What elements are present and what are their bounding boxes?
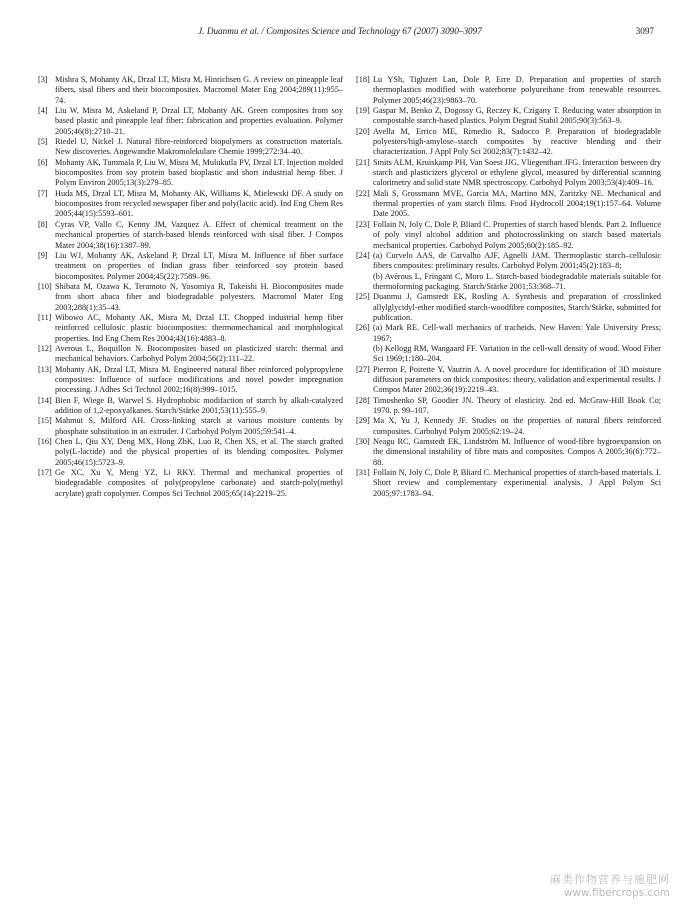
reference-item xyxy=(38,313,343,344)
reference-part: (b) Kellogg RM, Wangaard FF. Variation in the cell-wall density of wood. Wood Fiber Sci 1969;1:180–204. xyxy=(373,343,661,364)
reference-number: [16] xyxy=(38,437,52,447)
reference-text xyxy=(55,106,343,137)
reference-part: Avella M, Errico ME, Rimedio R, Sadocco P. Preparation of biodegradable polyesters/high-amylose–starch composites by reactive blending and their characterization. J Appl Poly Sci 2002;83(7):1432–42. xyxy=(373,126,661,157)
reference-part: Riedel U, Nickel J. Natural fibre-reinforced biopolymers as construction materials. New discoveries. Angewandte Makromolekulare Chemie 1999;272:34–40. xyxy=(55,137,343,157)
reference-number: [8] xyxy=(38,219,48,229)
page-header xyxy=(26,26,654,40)
reference-item xyxy=(38,189,343,220)
reference-part: Pierron F, Poirette Y, Vautrin A. A novel procedure for identification of 3D moisture diffusion parameters on thick composites: theory, validation and experimental results. J Compos Mater 2002;36(19):2219–43. xyxy=(373,364,661,395)
reference-item xyxy=(38,468,343,499)
reference-text xyxy=(373,75,661,106)
reference-item xyxy=(38,106,343,137)
reference-text xyxy=(373,251,661,292)
watermark-url: www.fibercrops.com xyxy=(563,887,670,899)
reference-part: Huda MS, Drzal LT, Misra M, Mohanty AK, Williams K, Mielewski DF. A study on biocomposites from recycled newspaper fiber and poly(lactic acid). Ind Eng Chem Res 2005;44(15):5593–601. xyxy=(55,188,343,219)
reference-item xyxy=(38,365,343,396)
reference-number: [21] xyxy=(356,157,370,167)
reference-part: Bien F, Wiege B, Warwel S. Hydrophobic modifaction of starch by alkali-catalyzed addition of 1,2-epoxyalkanes. Starch/Stärke 2001;53(11):555–9. xyxy=(55,395,343,415)
reference-part: Ma X, Yu J, Kennedy JF. Studies on the properties of natural fibers reinforced composites. Carbohyd Polym 2005;62:19–24. xyxy=(373,416,661,436)
reference-item xyxy=(38,437,343,468)
watermark xyxy=(550,871,670,899)
reference-number: [29] xyxy=(356,416,370,426)
reference-part: (a) Curvelo AAS, de Carvalho AJF, Agnelli JAM. Thermoplastic starch–cellulosic fibers composites: preliminary results. Carbohyd Polym 2001;45(2):183–8; xyxy=(373,250,661,271)
reference-text xyxy=(55,137,343,158)
references-left-column xyxy=(38,75,343,499)
reference-number: [28] xyxy=(356,395,370,405)
reference-number: [3] xyxy=(38,75,48,84)
reference-part: Shibata M, Ozawa K, Teramoto N, Yosomiya R, Takeishi H. Biocomposites made from short abaca fiber and biodegradable polyesters. Macromol Mater Eng 2003;288(1):35–43. xyxy=(55,281,343,312)
reference-item xyxy=(356,127,661,158)
reference-number: [30] xyxy=(356,437,370,447)
reference-item xyxy=(38,220,343,251)
reference-item xyxy=(38,75,343,106)
reference-number: [24] xyxy=(356,250,370,260)
reference-text xyxy=(373,416,661,437)
reference-part: Mishra S, Mohanty AK, Drzal LT, Misra M, Hinrichsen G. A review on pineapple leaf fibers, sisal fibers and their biocomposites. Macromol Mater Eng 2004;289(11):955–74. xyxy=(55,75,343,105)
reference-part: Mahmut S, Milford AH. Cross-linking starch at various moisture contents by phosphate substitution in an extruder. J Carbohyd Polym 2005;59:541–4. xyxy=(55,416,343,436)
reference-item xyxy=(38,416,343,437)
reference-text xyxy=(373,127,661,158)
reference-part: (a) Mark RE. Cell-wall mechanics of tracheids. New Haven: Yale University Press; 1967; xyxy=(373,323,661,343)
reference-item xyxy=(356,158,661,189)
reference-text xyxy=(55,396,343,417)
reference-text xyxy=(373,220,661,251)
reference-item xyxy=(38,344,343,365)
reference-text xyxy=(55,75,343,106)
reference-number: [4] xyxy=(38,106,48,116)
reference-number: [17] xyxy=(38,468,52,478)
reference-number: [11] xyxy=(38,312,52,322)
reference-text xyxy=(373,323,661,364)
reference-text xyxy=(55,416,343,437)
reference-text xyxy=(373,468,661,499)
reference-text xyxy=(373,396,661,417)
reference-part: Follain N, Joly C, Dole P, Bliard C. Mechanical properties of starch-based materials. I. Short review and complementary experimental analysis. J Appl Polym Sci 2005;97:1783–94. xyxy=(373,468,661,498)
reference-number: [23] xyxy=(356,219,370,229)
reference-item xyxy=(356,437,661,468)
reference-number: [9] xyxy=(38,250,48,260)
reference-part: Mohanty AK, Drzal LT, Misra M. Engineered natural fiber reinforced polypropylene composites: Influence of surface modifications and novel powder impregnation processing. J Adhes Sci Technol 2002;16(8):999–1015. xyxy=(55,364,343,395)
reference-part: Timoshenko SP, Goodier JN. Theory of elasticity. 2nd ed. McGraw-Hill Book Co; 1970. p. 99–107. xyxy=(373,395,661,415)
reference-item xyxy=(356,292,661,323)
reference-number: [27] xyxy=(356,364,370,374)
reference-part: Ge XC, Xu Y, Meng YZ, Li RKY. Thermal and mechanical properties of biodegradable composites of poly(propylene carbonate) and starch-poly(methyl acrylate) graft copolymer. Compos Sci Technol 2005;65(14):2219–25. xyxy=(55,468,343,498)
reference-part: Liu WJ, Mohanty AK, Askeland P, Drzal LT, Misra M. Influence of fiber surface treatment on properties of Indian grass fiber reinforced soy protein based biocomposites. Polymer 2004;45(22):7589–96. xyxy=(55,250,343,281)
reference-number: [26] xyxy=(356,323,370,333)
reference-text xyxy=(55,189,343,220)
reference-text xyxy=(373,106,661,127)
reference-item xyxy=(356,365,661,396)
reference-text xyxy=(373,189,661,220)
reference-number: [14] xyxy=(38,395,52,405)
reference-part: Duanmu J, Gamstedt EK, Rosling A. Synthesis and preparation of crosslinked allylglycidyl-ether modified starch-woodfibre composites, Starch/Stärke, submitted for publication. xyxy=(373,292,661,322)
reference-item xyxy=(38,251,343,282)
reference-text xyxy=(373,158,661,189)
reference-part: Mohanty AK, Tummala P, Liu W, Misra M, Mulukutla PV, Drzal LT. Injection molded biocomposites from soy protein based bioplastic and short industrial hemp fiber. J Polym Environ 2005;13(3):279–85. xyxy=(55,157,343,188)
reference-text xyxy=(373,365,661,396)
reference-text xyxy=(55,344,343,365)
reference-text xyxy=(55,282,343,313)
reference-item xyxy=(356,416,661,437)
reference-text xyxy=(55,158,343,189)
reference-number: [6] xyxy=(38,157,48,167)
reference-part: Gaspar M, Benko Z, Dogossy G, Reczey K, Czigany T. Reducing water absorption in compostable starch-based plastics. Polym Degrad Stabil 2005;90(3):563–9. xyxy=(373,106,661,126)
references-right-column xyxy=(356,75,661,499)
reference-item xyxy=(356,468,661,499)
running-title: J. Duanmu et al. / Composites Science and Technology 67 (2007) 3090–3097 xyxy=(198,26,482,36)
reference-number: [31] xyxy=(356,468,370,478)
reference-part: Wibowo AC, Mohanty AK, Misra M, Drzal LT. Chopped industrial hemp fiber reinforced cellulosic plastic biocomposites: thermomechanical and morphological properties. Ind Eng Chem Res 2004;43(16):4883–8. xyxy=(55,312,343,343)
reference-number: [15] xyxy=(38,416,52,426)
reference-number: [20] xyxy=(356,126,370,136)
reference-part: Neagu RC, Gamstedt EK, Lindström M. Influence of wood-fibre hygroexpansion on the dimensional instability of fibre mats and composites. Compos A 2005;36(6):772–88. xyxy=(373,437,661,467)
reference-number: [10] xyxy=(38,281,52,291)
reference-part: Follain N, Joly C, Dole P, Bliard C. Properties of starch based blends. Part 2. Influence of poly vinyl alcohol addition and photocrosslinking on starch based materials mechanical properties. Carbohyd Polym 2005;60(2):185–92. xyxy=(373,219,661,250)
reference-part: Averous L, Boquillon N. Biocomposites based on plasticized starch: thermal and mechanical behaviors. Carbohyd Polym 2004;56(2):111–22. xyxy=(55,343,343,364)
reference-number: [7] xyxy=(38,188,48,198)
reference-text xyxy=(55,313,343,344)
watermark-text: 麻类作物营养与施肥网 xyxy=(550,873,670,886)
reference-part: Liu W, Misra M, Askeland P, Drzal LT, Mohanty AK. Green composites from soy based plastic and pineapple leaf fiber: fabrication and properties evaluation. Polymer 2005;46(8):2710–21. xyxy=(55,106,343,136)
reference-part: Smits ALM, Kruiskamp PH, Van Soest JJG, Vliegenthart JFG. Interaction between dry starch and plasticizers glycerol or ethylene glycol, measured by differential scanning calorimetry and solid state NMR spectroscopy. Carbohyd Polym 2003;53(4):409–16. xyxy=(373,157,661,188)
reference-part: Cyras VP, Vallo C, Kenny JM, Vazquez A. Effect of chemical treatment on the mechanical properties of starch-based blends reinforced with sisal fiber. J Compos Mater 2004;38(16):1387–99. xyxy=(55,219,343,250)
reference-number: [5] xyxy=(38,137,48,147)
reference-item xyxy=(356,106,661,127)
reference-part: Chen L, Qiu XY, Deng MX, Hong ZhK, Luo R, Chen XS, et al. The starch grafted poly(L-lactide) and the physical properties of its blending composites. Polymer 2005;46(15):5723–9. xyxy=(55,437,343,467)
page-number: 3097 xyxy=(635,26,654,36)
reference-text xyxy=(373,437,661,468)
reference-item xyxy=(356,396,661,417)
reference-item xyxy=(38,282,343,313)
reference-item xyxy=(356,75,661,106)
reference-number: [19] xyxy=(356,106,370,116)
reference-item xyxy=(356,189,661,220)
reference-number: [25] xyxy=(356,292,370,302)
reference-item xyxy=(38,137,343,158)
reference-item xyxy=(356,323,661,364)
reference-text xyxy=(373,292,661,323)
reference-number: [12] xyxy=(38,343,52,353)
reference-text xyxy=(55,220,343,251)
reference-part: Mali S, Grossmann MVE, Garcia MA, Martino MN, Zaritzky NE. Mechanical and thermal properties of yam starch films. Food Hydrocoll 2004;19(1):157–64. Volume Date 2005. xyxy=(373,188,661,219)
reference-item xyxy=(38,396,343,417)
reference-number: [18] xyxy=(356,75,370,84)
reference-part: Lu YSh, Tighzert Lan, Dole P, Erre D. Preparation and properties of starch thermoplastics modified with waterborne polyurethane from renewable resources. Polymer 2005;46(23):9863–70. xyxy=(373,75,661,105)
reference-part: (b) Avérous L, Fringant C, Moro L. Starch-based biodegradable materials suitable for thermoforming packaging. Starch/Stärke 2001;53:368–71. xyxy=(373,271,661,291)
reference-item xyxy=(356,251,661,292)
reference-item xyxy=(356,220,661,251)
reference-item xyxy=(38,158,343,189)
reference-text xyxy=(55,468,343,499)
reference-text xyxy=(55,437,343,468)
reference-text xyxy=(55,365,343,396)
reference-text xyxy=(55,251,343,282)
reference-number: [13] xyxy=(38,364,52,374)
reference-number: [22] xyxy=(356,188,370,198)
